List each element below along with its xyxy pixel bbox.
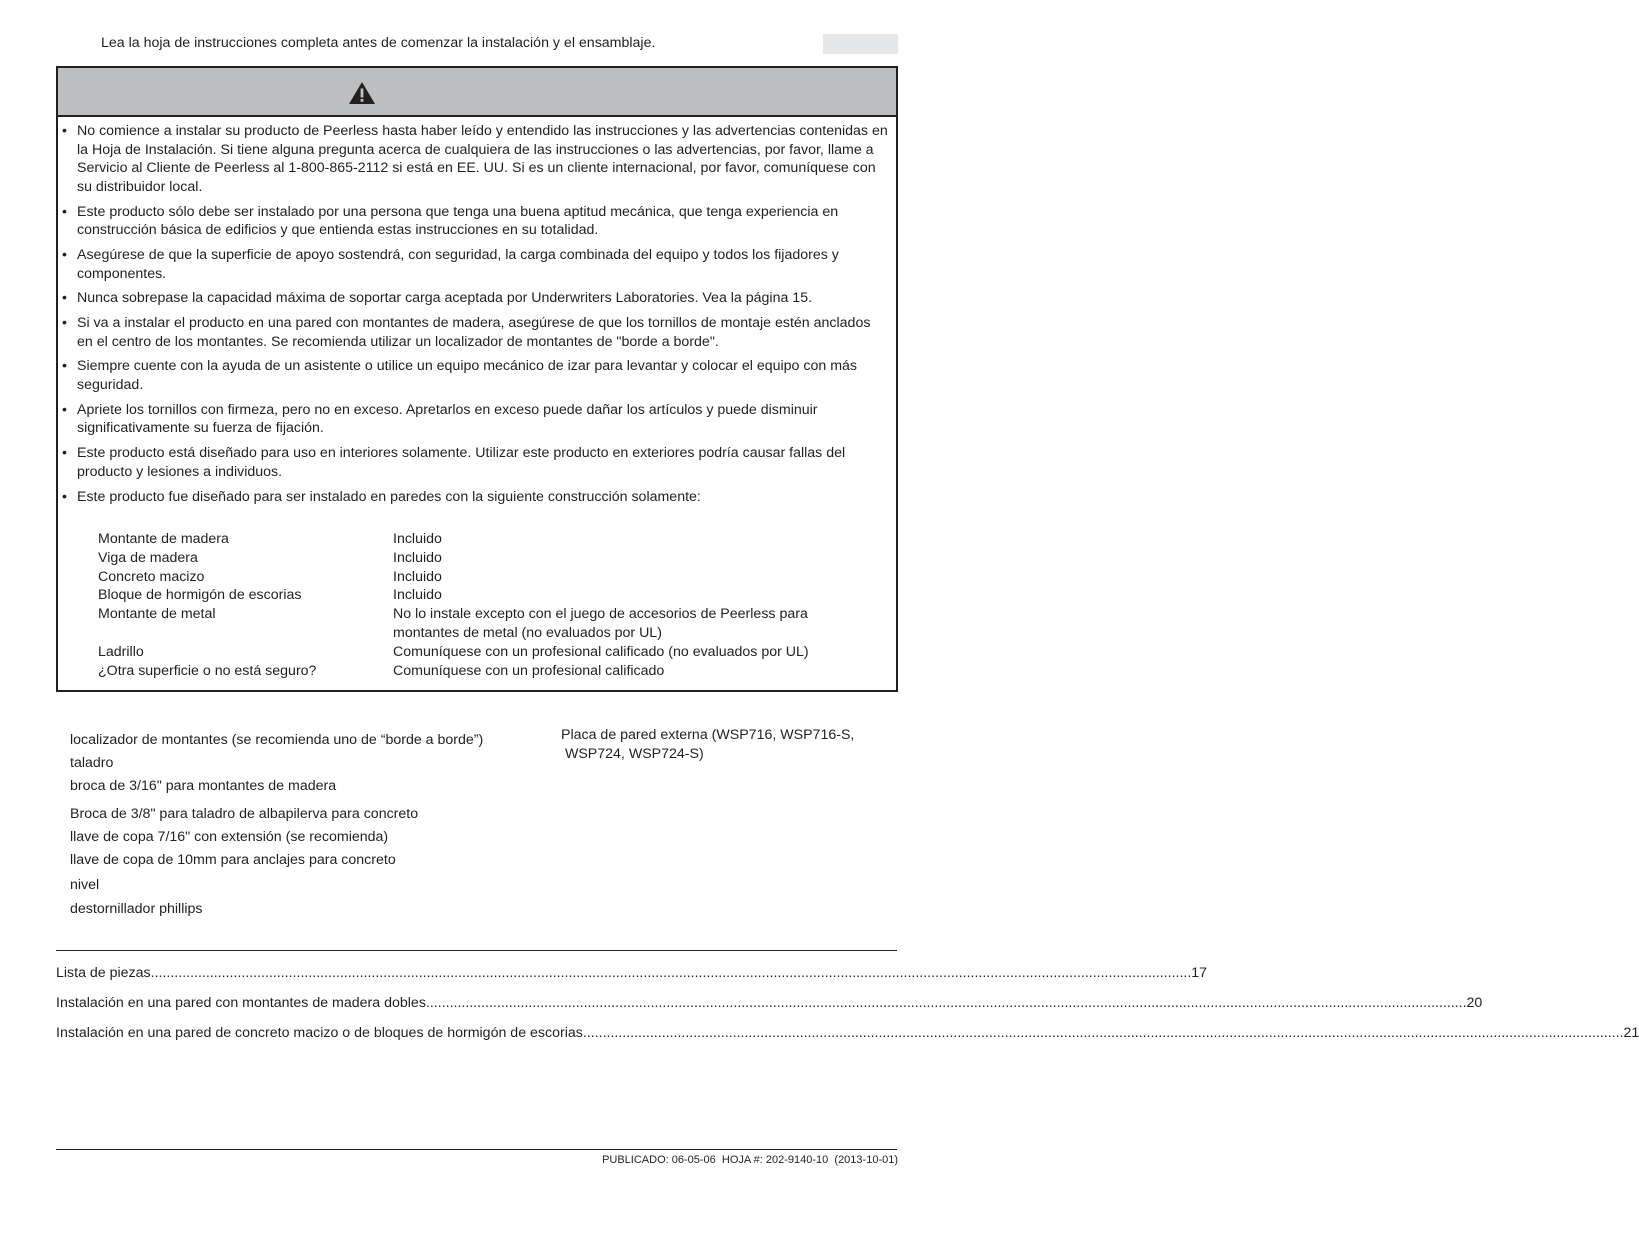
- toc-entry[interactable]: [56, 1023, 1639, 1043]
- warning-item-text: Apriete los tornillos con firmeza, pero no en exceso. Apretarlos en exceso puede dañar los artículos y puede disminuir significativamente su fuerza de fijación.: [77, 401, 818, 437]
- footer-publication-info: PUBLICADO: 06-05-06 HOJA #: 202-9140-10 (2013-10-01): [602, 1154, 898, 1166]
- language-tab: [823, 34, 898, 54]
- warning-list: [58, 122, 896, 512]
- warning-item-text: Este producto está diseñado para uso en interiores solamente. Utilizar este producto en exteriores podría causar fallas del producto y lesiones a individuos.: [77, 445, 846, 480]
- toc-leader: ........................................................................................................................................................................................................................................................................: [582, 1025, 1624, 1041]
- warning-item-text: Asegúrese de que la superficie de apoyo sostendrá, con seguridad, la carga combinada del equipo y todos los fijadores y componentes.: [77, 246, 839, 282]
- wall-type: Montante de madera: [98, 531, 229, 547]
- toc-page: 20: [1466, 995, 1483, 1011]
- part-line: Placa de pared externa (WSP716, WSP716-S,: [561, 727, 855, 743]
- wall-status: Incluido: [393, 549, 442, 566]
- divider: [56, 1149, 897, 1150]
- warning-item: [58, 246, 896, 283]
- warning-item: [58, 401, 896, 438]
- tool-item: destornillador phillips: [70, 901, 203, 917]
- table-row: [98, 530, 863, 549]
- part-line: WSP724, WSP724-S): [561, 745, 704, 762]
- bullet: •: [62, 315, 67, 332]
- warning-item-text: No comience a instalar su producto de Peerless hasta haber leído y entendido las instrucciones y las advertencias contenidas en la Hoja de Instalación. Si tiene alguna pregunta acerca de cualquiera de las instrucciones o las advertencias, por favor, llame a Servicio al Cliente de Peerless al 1-800-865-2112 si está en EE. UU. Si es un cliente internacional, por favor, comuníquese con su distribuidor local.: [77, 123, 888, 195]
- warning-item: [58, 203, 896, 240]
- toc-entry[interactable]: [56, 993, 1483, 1013]
- wall-status: Comuníquese con un profesional calificado: [393, 662, 665, 679]
- warning-item-text: Este producto fue diseñado para ser instalado en paredes con la siguiente construcción solamente:: [77, 488, 701, 505]
- wall-status: No lo instale excepto con el juego de accesorios de Peerless para montantes de metal (no evaluados por UL): [393, 606, 808, 641]
- divider: [56, 950, 897, 951]
- warning-item-text: Nunca sobrepase la capacidad máxima de soportar carga aceptada por Underwriters Laboratories. Vea la página 15.: [77, 290, 813, 307]
- warning-item: [58, 357, 896, 394]
- table-row: [98, 662, 863, 681]
- wall-status: Incluido: [393, 568, 442, 585]
- intro-text: Lea la hoja de instrucciones completa antes de comenzar la instalación y el ensamblaje.: [101, 35, 656, 51]
- toc-entry[interactable]: [56, 963, 1208, 983]
- toc-leader: ........................................................................................................................................................................................................................................................................: [425, 995, 1467, 1011]
- wall-type: Montante de metal: [98, 606, 216, 623]
- tool-item: taladro: [70, 755, 114, 771]
- table-row: [98, 643, 863, 662]
- bullet: •: [62, 401, 67, 418]
- warning-item: [58, 444, 896, 481]
- bullet: •: [62, 488, 67, 505]
- bullet: •: [62, 246, 67, 263]
- toc-label: Instalación en una pared con montantes de madera dobles: [56, 995, 426, 1011]
- warning-item-text: Este producto sólo debe ser instalado por una persona que tenga una buena aptitud mecánica, que tenga experiencia en construcción básica de edificios y que entienda estas instrucciones en su totalidad.: [77, 203, 839, 239]
- wall-type: Viga de madera: [98, 549, 198, 566]
- toc-page: 17: [1191, 965, 1208, 981]
- tool-item: Broca de 3/8" para taladro de albapilerva para concreto: [70, 806, 419, 822]
- table-row: [98, 605, 863, 643]
- wall-type: ¿Otra superficie o no está seguro?: [98, 662, 317, 679]
- warning-item: [58, 122, 896, 196]
- tool-item: broca de 3/16" para montantes de madera: [70, 778, 337, 794]
- warning-item-text: Siempre cuente con la ayuda de un asistente o utilice un equipo mecánico de izar para levantar y colocar el equipo con más seguridad.: [77, 358, 857, 394]
- tool-item: nivel: [70, 877, 100, 893]
- warning-box: [56, 66, 898, 692]
- table-row: [98, 568, 863, 587]
- wall-status: Incluido: [393, 531, 442, 547]
- bullet: •: [62, 445, 67, 462]
- table-row: [98, 586, 863, 605]
- tool-item: localizador de montantes (se recomienda uno de “borde a borde”): [70, 732, 484, 748]
- wall-type: Ladrillo: [98, 643, 144, 660]
- toc-label: Lista de piezas: [56, 965, 151, 981]
- warning-header: [58, 68, 896, 117]
- bullet: •: [62, 203, 67, 220]
- wall-type: Concreto macizo: [98, 568, 205, 585]
- bullet: •: [62, 290, 67, 307]
- table-row: [98, 549, 863, 568]
- toc-label: Instalación en una pared de concreto macizo o de bloques de hormigón de escorias: [56, 1025, 583, 1041]
- parts-list: [561, 726, 854, 763]
- wall-status: Incluido: [393, 587, 442, 604]
- tool-item: llave de copa de 10mm para anclajes para concreto: [70, 852, 396, 868]
- bullet: •: [62, 123, 67, 139]
- toc-leader: ........................................................................................................................................................................................................................................................................: [150, 965, 1192, 981]
- warning-item-text: Si va a instalar el producto en una pared con montantes de madera, asegúrese de que los tornillos de montaje estén anclados en el centro de los montantes. Se recomienda utilizar un localizador de montantes de "borde a borde".: [77, 315, 871, 350]
- warning-item: [58, 289, 896, 308]
- wall-type: Bloque de hormigón de escorias: [98, 587, 302, 604]
- wall-status: Comuníquese con un profesional calificado (no evaluados por UL): [393, 643, 809, 660]
- warning-triangle-icon: [348, 81, 376, 105]
- tool-item: llave de copa 7/16" con extensión (se recomienda): [70, 829, 389, 845]
- toc-page: 21: [1623, 1025, 1639, 1041]
- warning-item: [58, 314, 896, 351]
- warning-item: [58, 488, 896, 507]
- wall-construction-table: [98, 530, 863, 680]
- bullet: •: [62, 358, 67, 375]
